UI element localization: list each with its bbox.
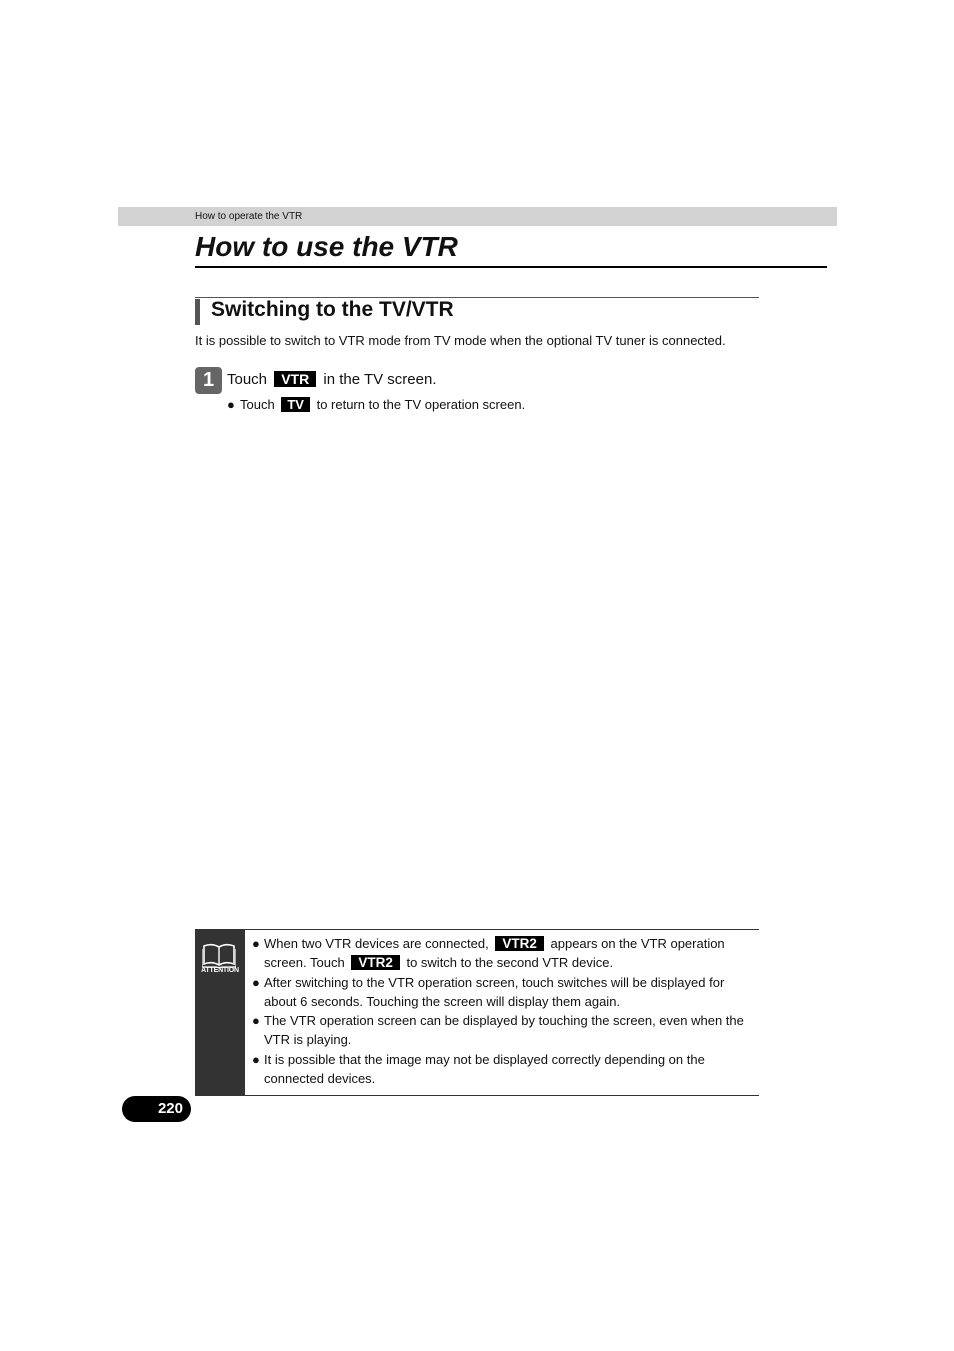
header-bar bbox=[118, 207, 837, 226]
note-text: It is possible that the image may not be displayed correctly depending on the connected devices. bbox=[264, 1051, 705, 1087]
section-heading bbox=[195, 297, 759, 325]
bullet-icon: ● bbox=[252, 1013, 260, 1029]
bullet-icon: ● bbox=[252, 936, 260, 951]
note-text: appears on the VTR operation screen. Touch bbox=[264, 936, 725, 971]
step-text-before: Touch bbox=[227, 371, 268, 388]
step-instruction bbox=[227, 370, 437, 390]
vtr2-key-chip: VTR2 bbox=[495, 936, 544, 951]
bullet-icon: ● bbox=[252, 1051, 260, 1067]
page-number-text: 220 bbox=[157, 1100, 183, 1117]
step-number-badge: 1 bbox=[195, 367, 222, 394]
bullet-icon: ● bbox=[252, 974, 260, 990]
note-text: The VTR operation screen can be displayed by touching the screen, even when the VTR is playing. bbox=[264, 1013, 744, 1048]
breadcrumb: How to operate the VTR bbox=[195, 211, 303, 222]
attention-notes bbox=[252, 934, 757, 1088]
attention-note bbox=[252, 1011, 757, 1050]
step-text-after: in the TV screen. bbox=[323, 371, 437, 388]
bullet-icon: ● bbox=[227, 397, 235, 412]
section-heading-text: Switching to the TV/VTR bbox=[211, 298, 454, 321]
note-text: When two VTR devices are connected, bbox=[264, 936, 489, 951]
vtr-key-chip: VTR bbox=[274, 371, 316, 387]
attention-sidebar bbox=[195, 930, 245, 1095]
attention-label: ATTENTION bbox=[201, 967, 239, 974]
page-number bbox=[122, 1096, 191, 1122]
attention-note bbox=[252, 1050, 757, 1089]
section-marker bbox=[195, 299, 200, 325]
sub-text-after: to return to the TV operation screen. bbox=[316, 397, 526, 412]
attention-note bbox=[252, 973, 757, 1012]
page-title: How to use the VTR bbox=[195, 229, 827, 268]
note-text: to switch to the second VTR device. bbox=[406, 955, 614, 971]
vtr2-key-chip: VTR2 bbox=[351, 955, 400, 970]
sub-text-before: Touch bbox=[240, 397, 275, 412]
attention-note bbox=[252, 934, 757, 973]
attention-box bbox=[195, 929, 759, 1096]
step-sub-note bbox=[227, 396, 525, 413]
note-text: After switching to the VTR operation screen, touch switches will be displayed for about 6 seconds. Touching the screen will display them again. bbox=[264, 974, 725, 1009]
book-icon bbox=[202, 942, 236, 968]
intro-paragraph: It is possible to switch to VTR mode from TV mode when the optional TV tuner is connected. bbox=[195, 333, 726, 348]
tv-key-chip: TV bbox=[281, 397, 310, 412]
